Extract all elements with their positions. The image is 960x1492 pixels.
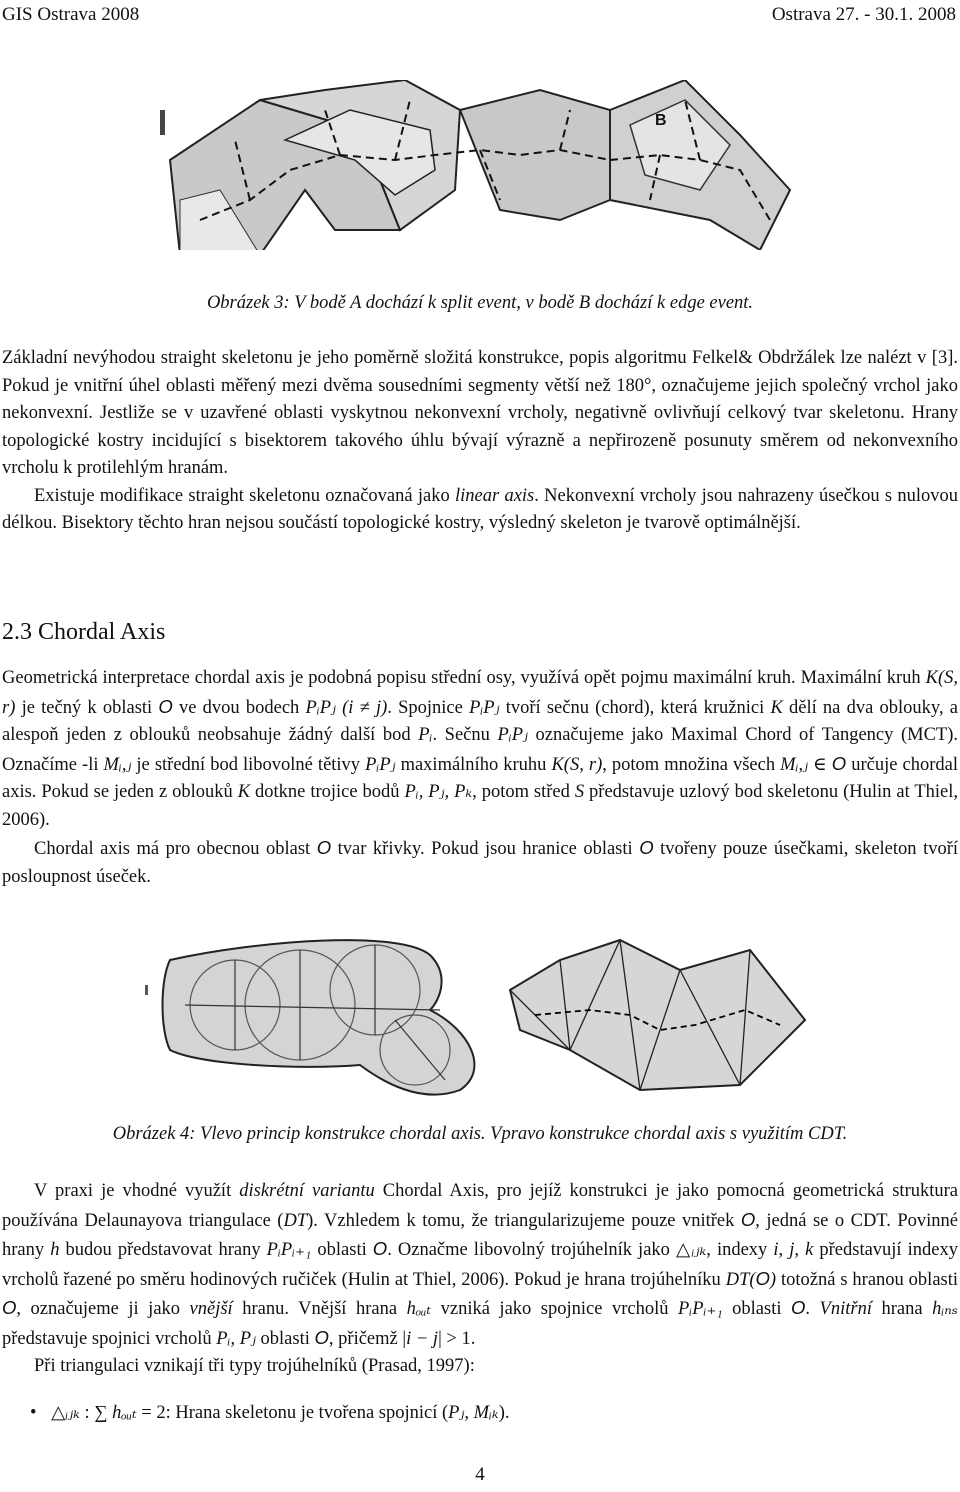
figure-3-drawing	[140, 80, 820, 265]
figure-4-image	[140, 930, 820, 1100]
body-text-block-3	[2, 1178, 958, 1381]
page-number: 4	[475, 1464, 485, 1485]
header-right: Ostrava 27. - 30.1. 2008	[771, 4, 956, 25]
header-left: GIS Ostrava 2008	[2, 4, 140, 25]
paragraph-straight-skeleton: Základní nevýhodou straight skeletonu je jeho poměrně složitá konstrukce, popis algoritmu Felkel& Obdržálek lze nalézt v [3]. Pokud je vnitřní úhel oblasti měřený mezi dvěma sousedními segmenty větší než 180°, označujeme jejich společný vrchol jako nekonvexní. Jestliže se v uzavřené oblasti vyskytnou nekonvexní vrcholy, negativně ovlivňují celkový tvar skeletonu. Hrany topologické kostry incidující s bisektorem takového úhlu bývají výrazně a nepřirozeně posunuty směrem od nekonvexního vrcholu k protilehlým hranám.	[2, 348, 958, 478]
figure-3-image	[140, 80, 820, 265]
triangle-symbol: △ᵢⱼₖ	[51, 1403, 80, 1423]
section-title: Chordal Axis	[38, 619, 166, 645]
paragraph-triangle-types: Při triangulaci vznikají tři typy trojúhelníků (Prasad, 1997):	[34, 1356, 475, 1376]
bullet-dot: •	[30, 1403, 37, 1423]
paragraph-chordal-axis-shape: Chordal axis má pro obecnou oblast O tvar křivky. Pokud jsou hranice oblasti O tvořeny pouze úsečkami, skeleton tvoří posloupnost úseček.	[2, 837, 959, 887]
figure-4-drawing	[140, 930, 820, 1100]
figure-3-caption: Obrázek 3: V bodě A dochází k split event, v bodě B dochází k edge event.	[206, 293, 754, 313]
paragraph-discrete-variant: V praxi je vhodné využít diskrétní variantu Chordal Axis, pro jejíž konstrukci je jako pomocná geometrická struktura používána Delaunayova triangulace (DT). Vzhledem k tomu, že triangularizujeme pouze vnitřek O, jedná se o CDT. Povinné hrany h budou představovat hrany PᵢPᵢ₊₁ oblasti O. Označme libovolný trojúhelník jako △ᵢⱼₖ, indexy i, j, k představují indexy vrcholů řazené po směru hodinových ručiček (Hulin at Thiel, 2006). Pokud je hrana trojúhelníku DT(O) totožná s hranou oblasti O, označujeme ji jako vnější hranu. Vnější hrana hₒᵤₜ vzniká jako spojnice vrcholů PᵢPᵢ₊₁ oblasti O. Vnitřní hrana hᵢₙₛ představuje spojnici vrcholů Pᵢ, Pⱼ oblasti O, přičemž |i − j| > 1.	[2, 1181, 959, 1349]
section-number: 2.3	[2, 619, 32, 645]
bullet-item: • △ᵢⱼₖ : ∑ hₒᵤₜ = 2: Hrana skeletonu je tvořena spojnicí (Pⱼ, Mᵢₖ).	[30, 1403, 510, 1423]
linear-axis-term: linear axis	[455, 485, 535, 506]
section-heading	[2, 619, 165, 646]
body-text-block-2	[2, 665, 958, 891]
point-b-label: B	[655, 112, 667, 129]
figure-4-caption: Obrázek 4: Vlevo princip konstrukce chordal axis. Vpravo konstrukce chordal axis s využitím CDT.	[112, 1124, 848, 1144]
body-text-block-1	[2, 345, 958, 538]
paragraph-chordal-axis-definition: Geometrická interpretace chordal axis je podobná popisu střední osy, využívá opět pojmu maximální kruh. Maximální kruh K(S, r) je tečný k oblasti O ve dvou bodech PᵢPⱼ (i ≠ j). Spojnice PᵢPⱼ tvoří sečnu (chord), která kružnici K dělí na dva oblouky, a alespoň jeden z oblouků neobsahuje žádný další bod Pᵢ. Sečnu PᵢPⱼ označujeme jako Maximal Chord of Tangency (MCT). Označíme -li Mᵢ,ⱼ je střední bod libovolné tětivy PᵢPⱼ maximálního kruhu K(S, r), potom množina všech Mᵢ,ⱼ ∈ O určuje chordal axis. Pokud se jeden z oblouků K dotkne trojice bodů Pᵢ, Pⱼ, Pₖ, potom střed S představuje uzlový bod skeletonu (Hulin at Thiel, 2006).	[2, 668, 959, 830]
paragraph-linear-axis: Existuje modifikace straight skeletonu označovaná jako linear axis. Nekonvexní vrcholy jsou nahrazeny úsečkou s nulovou délkou. Bisektory těchto hran nejsou součástí topologické kostry, výsledný skeleton je tvarově optimálnější.	[2, 485, 958, 533]
